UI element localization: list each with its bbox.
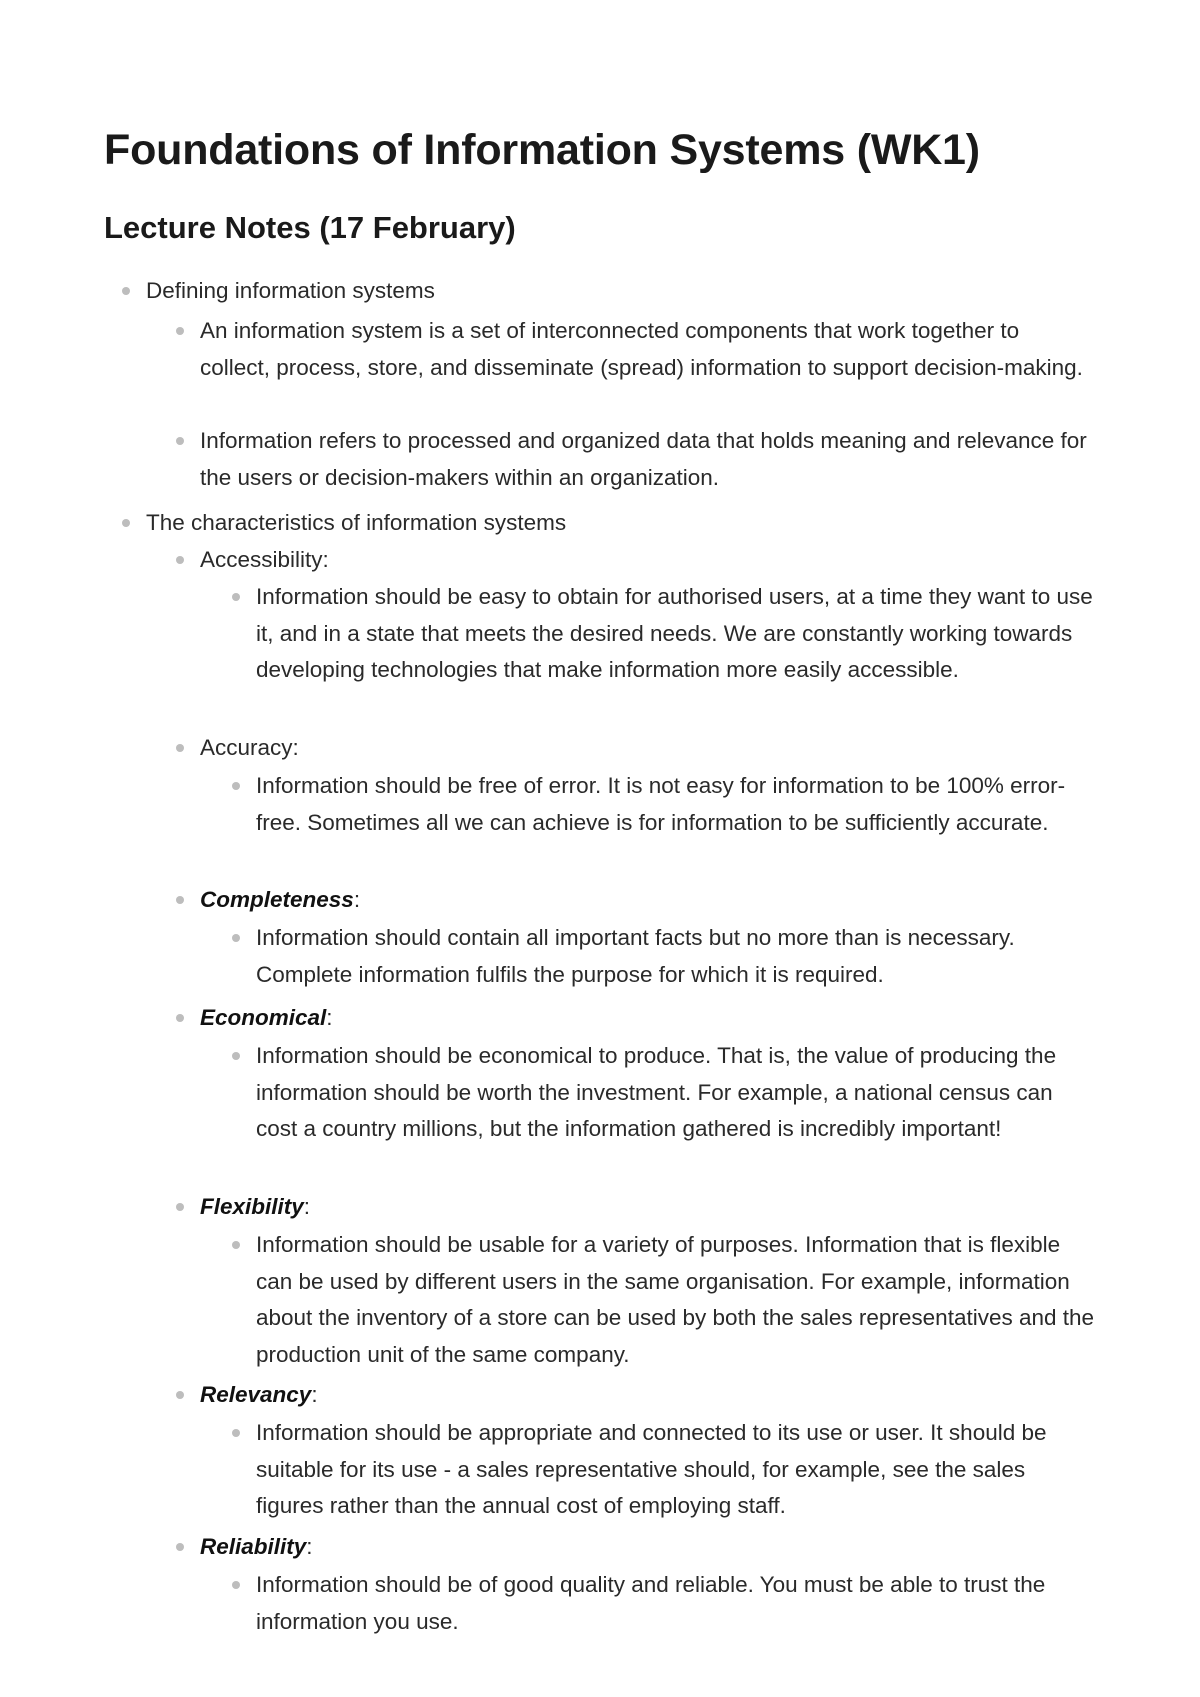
- bullet-icon: [176, 744, 184, 752]
- list-item-text: Information should be economical to produce. That is, the value of producing the information should be worth the investment. For example, a national census can cost a country millions, but the information gathered is incredibly important!: [256, 1043, 1057, 1141]
- list-item-text: An information system is a set of interconnected components that work together to collect, process, store, and disseminate (spread) information to support decision-making.: [200, 318, 1083, 380]
- characteristic-detail: [256, 1227, 1096, 1373]
- bullet-icon: [232, 1052, 240, 1060]
- characteristic-accuracy: [200, 730, 1090, 767]
- bullet-icon: [176, 1014, 184, 1022]
- list-item-text: The characteristics of information systems: [146, 510, 567, 535]
- list-item-text: Information should be usable for a variety of purposes. Information that is flexible can be used by different users in the same organisation. For example, information about the inventory of a store can be used by both the sales representatives and the production unit of the same company.: [256, 1232, 1095, 1367]
- characteristic-detail: [256, 579, 1096, 689]
- bullet-icon: [232, 1581, 240, 1589]
- characteristic-term: Completeness: [200, 887, 354, 912]
- bullet-icon: [122, 519, 130, 527]
- term-colon: :: [306, 1534, 313, 1559]
- term-colon: :: [353, 887, 361, 912]
- term-colon: :: [303, 1194, 311, 1219]
- term-colon: :: [311, 1382, 318, 1407]
- characteristic-completeness: [200, 882, 1090, 919]
- list-item-text: Defining information systems: [146, 278, 435, 303]
- document-title: Foundations of Information Systems (WK1): [104, 126, 980, 174]
- bullet-icon: [232, 1241, 240, 1249]
- list-item-text: Information should be of good quality and reliable. You must be able to trust the information you use.: [256, 1572, 1046, 1634]
- characteristic-term: Economical: [200, 1005, 327, 1030]
- characteristic-accessibility: [200, 542, 1090, 579]
- characteristic-economical: [200, 1000, 1090, 1037]
- bullet-icon: [176, 437, 184, 445]
- characteristic-term: Reliability: [200, 1534, 307, 1559]
- characteristic-reliability: [200, 1529, 1090, 1566]
- term-colon: :: [292, 735, 299, 760]
- bullet-icon: [176, 1391, 184, 1399]
- list-item-characteristics: [146, 505, 1086, 542]
- characteristic-term: Relevancy: [200, 1382, 312, 1407]
- lecture-notes-heading: Lecture Notes (17 February): [104, 210, 516, 245]
- bullet-icon: [176, 556, 184, 564]
- characteristic-term: Accessibility: [200, 547, 323, 572]
- bullet-icon: [176, 1203, 184, 1211]
- characteristic-detail: [256, 1415, 1096, 1525]
- characteristic-detail: [256, 1567, 1096, 1640]
- bullet-icon: [232, 782, 240, 790]
- term-colon: :: [326, 1005, 333, 1030]
- list-item-text: Information should contain all important facts but no more than is necessary. Complete information fulfils the purpose for which it is required.: [256, 925, 1015, 987]
- bullet-icon: [232, 593, 240, 601]
- characteristic-flexibility: [200, 1189, 1090, 1226]
- bullet-icon: [176, 1543, 184, 1551]
- bullet-icon: [232, 1429, 240, 1437]
- list-item-text: Information should be easy to obtain for authorised users, at a time they want to use it, and in a state that meets the desired needs. We are constantly working towards developing technologies that make information more easily accessible.: [256, 584, 1093, 682]
- bullet-icon: [232, 934, 240, 942]
- characteristic-detail: [256, 1038, 1096, 1148]
- bullet-icon: [176, 896, 184, 904]
- characteristic-relevancy: [200, 1377, 1090, 1414]
- characteristic-detail: [256, 768, 1096, 841]
- characteristic-term: Accuracy: [200, 735, 293, 760]
- list-item-definition: [200, 313, 1090, 386]
- list-item-text: Information refers to processed and organized data that holds meaning and relevance for the users or decision-makers within an organization.: [200, 428, 1087, 490]
- characteristic-detail: [256, 920, 1096, 993]
- bullet-icon: [122, 287, 130, 295]
- term-colon: :: [322, 547, 329, 572]
- list-item-defining: [146, 273, 1086, 310]
- list-item-text: Information should be free of error. It is not easy for information to be 100% error-free. Sometimes all we can achieve is for information to be sufficiently accurate.: [256, 773, 1066, 835]
- characteristic-term: Flexibility: [200, 1194, 304, 1219]
- bullet-icon: [176, 327, 184, 335]
- list-item-text: Information should be appropriate and connected to its use or user. It should be suitable for its use - a sales representative should, for example, see the sales figures rather than the annual cost of employing staff.: [256, 1420, 1047, 1518]
- list-item-information: [200, 423, 1090, 496]
